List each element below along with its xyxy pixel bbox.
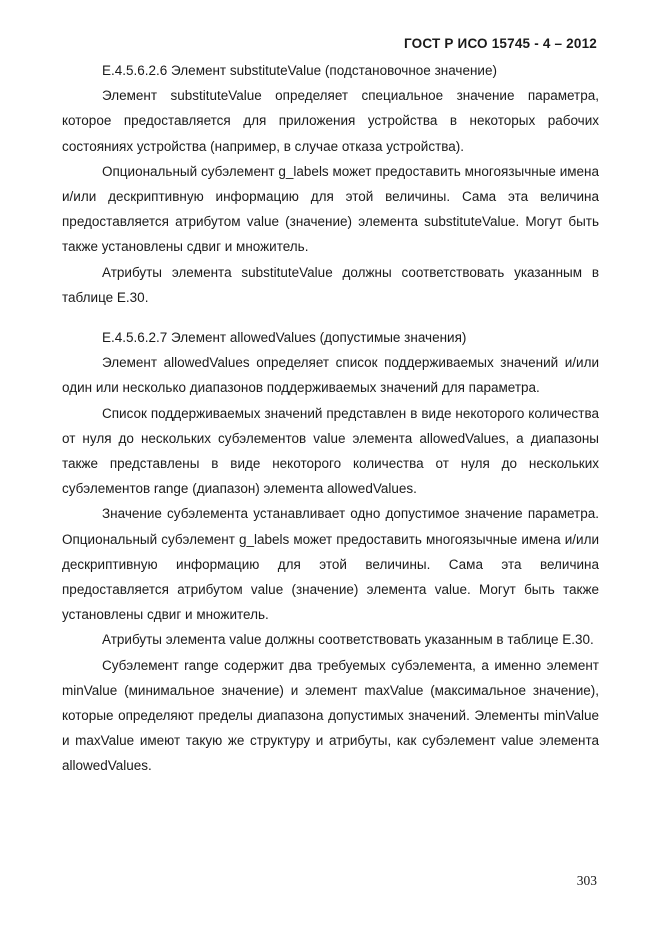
page-body xyxy=(62,58,599,779)
paragraph: Значение субэлемента устанавливает одно допустимое значение параметра. Опциональный субэлемент g_labels может предоставить многоязычные имена и/или дескриптивную информацию для этой величины. Сама эта величина предоставляется атрибутом value (значение) элемента value. Могут быть также установлены сдвиг и множитель. xyxy=(62,506,599,623)
page-number: 303 xyxy=(576,873,597,888)
paragraph: Атрибуты элемента value должны соответствовать указанным в таблице E.30. xyxy=(102,632,594,648)
paragraph: Субэлемент range содержит два требуемых субэлемента, а именно элемент minValue (минимальное значение) и элемент maxValue (максимальное значение), которые определяют пределы диапазона допустимых значений. Элементы minValue и maxValue имеют такую же структуру и атрибуты, как субэлемент value элемента allowedValues. xyxy=(62,657,599,774)
paragraph: Опциональный субэлемент g_labels может предоставить многоязычные имена и/или дескриптивную информацию для этой величины. Сама эта величина предоставляется атрибутом value (значение) элемента substituteValue. Могут быть также установлены сдвиг и множитель. xyxy=(62,163,599,255)
paragraph: Элемент allowedValues определяет список поддерживаемых значений и/или один или несколько диапазонов поддерживаемых значений для параметра. xyxy=(62,355,599,396)
section-heading-substitute-value: E.4.5.6.2.6 Элемент substituteValue (подстановочное значение) xyxy=(102,63,497,78)
paragraph: Атрибуты элемента substituteValue должны соответствовать указанным в таблице E.30. xyxy=(62,264,599,305)
section-heading-allowed-values: E.4.5.6.2.7 Элемент allowedValues (допустимые значения) xyxy=(102,330,467,346)
paragraph: Элемент substituteValue определяет специальное значение параметра, которое предоставляется для приложения устройства в некоторых рабочих состояниях устройства (например, в случае отказа устройства). xyxy=(62,88,599,154)
section-spacer xyxy=(62,310,599,325)
paragraph: Список поддерживаемых значений представлен в виде некоторого количества от нуля до нескольких субэлементов value элемента allowedValues, а диапазоны также представлены в виде некоторого количества от нуля до нескольких субэлементов range (диапазон) элемента allowedValues. xyxy=(62,405,599,497)
document-header: ГОСТ Р ИСО 15745 - 4 – 2012 xyxy=(404,36,597,51)
